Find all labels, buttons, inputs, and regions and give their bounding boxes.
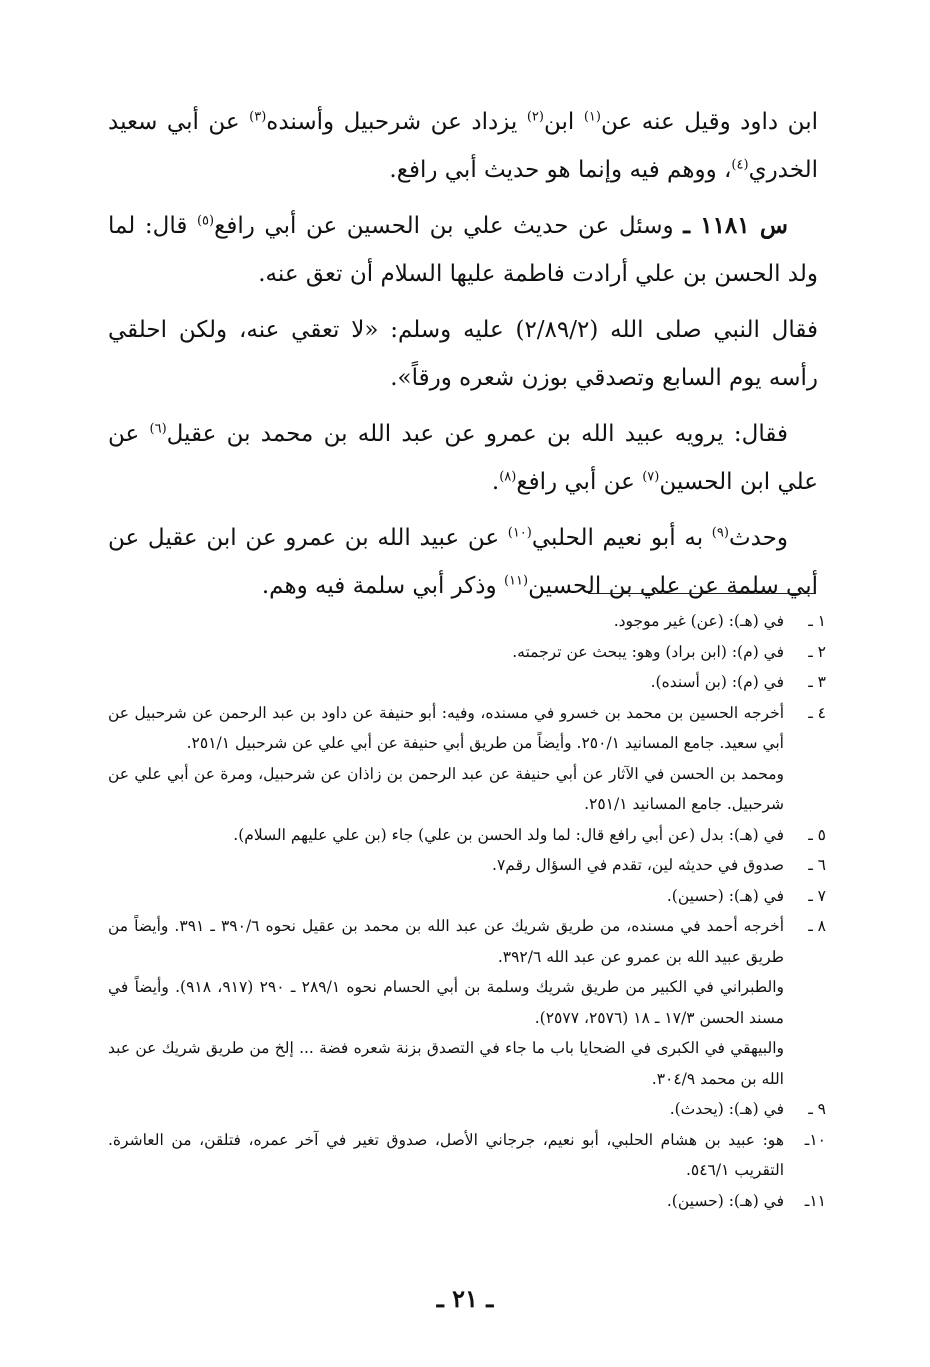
footnote-number: ٨ ـ — [808, 917, 826, 935]
footnote-number: ١١ـ — [804, 1191, 826, 1210]
footnote-ref-3[interactable]: (٣) — [249, 109, 267, 125]
paragraph-4: فقال: يرويه عبيد الله بن عمرو عن عبد الله بن محمد بن عقيل$^{(٦)}$ عن علي ابن الحسين$^{(٧)}$ عن أبي رافع$^{(٨)}$. — [108, 421, 818, 495]
footnote-item — [108, 881, 826, 912]
footnote-number: ٤ ـ — [808, 703, 826, 722]
footnote-text — [108, 1186, 784, 1217]
footnotes — [108, 606, 826, 1216]
footnote-item — [108, 667, 826, 698]
footnote-separator — [588, 593, 816, 594]
footnote-ref-11[interactable]: (١١) — [503, 573, 529, 589]
footnote-text — [108, 667, 784, 698]
footnote-ref-9[interactable]: (٩) — [711, 525, 729, 541]
footnote-ref-10[interactable]: (١٠) — [507, 525, 532, 541]
footnote-line: والطبراني في الكبير من طريق شريك وسلمة بن أبي الحسام نحوه ٢٨٩/١ ـ ٢٩٠ (٩١٧، ٩١٨). وأيضاً في مسند الحسن ١٧/٣ ـ ١٨ (٢٥٧٦، ٢٥٧٧). — [108, 978, 784, 1027]
footnote-line: في (م): (بن أسنده). — [650, 673, 784, 691]
footnote-text — [108, 1125, 784, 1186]
footnote-text — [108, 881, 784, 912]
footnote-number: ١٠ـ — [804, 1130, 826, 1149]
paragraph-5: وحدث$^{(٩)}$ به أبو نعيم الحلبي$^{(١٠)}$ عن عبيد الله بن عمرو عن ابن عقيل عن أبي سلمة عن علي بن الحسين$^{(١١)}$ وذكر أبي سلمة فيه وهم. — [108, 525, 818, 599]
footnote-item — [108, 1186, 826, 1217]
footnote-number: ٧ ـ — [808, 886, 826, 905]
footnote-line: أخرجه الحسين بن محمد بن خسرو في مسنده، وفيه: أبو حنيفة عن داود بن عبد الرحمن عن شرحبيل عن أبي سعيد. جامع المسانيد ٢٥٠/١. وأيضاً من طريق أبي حنيفة عن أبي علي عن شرحبيل ٢٥١/١. — [108, 703, 784, 752]
footnote-line: في (م): (ابن براد) وهو: يبحث عن ترجمته. — [512, 642, 784, 661]
paragraph-3: فقال النبي صلى الله (٢/٨٩/٢) عليه وسلم: «لا تعقي عنه، ولكن احلقي رأسه يوم السابع وتصدقي بوزن شعره ورقاً». — [108, 317, 818, 391]
footnote-text — [108, 820, 784, 851]
footnote-item — [108, 1094, 826, 1125]
footnote-line: ومحمد بن الحسن في الآثار عن أبي حنيفة عن عبد الرحمن بن زاذان عن شرحبيل، ومرة عن أبي علي عن شرحبيل. جامع المسانيد ٢٥١/١. — [108, 764, 784, 813]
footnote-ref-5[interactable]: (٥) — [196, 213, 215, 229]
footnote-number: ١ ـ — [808, 612, 826, 630]
footnote-line: هو: عبيد بن هشام الحلبي، أبو نعيم، جرجاني الأصل، صدوق تغير في آخر عمره، فتلقن، من العاشرة. التقريب ٥٤٦/١. — [108, 1130, 784, 1179]
footnote-item — [108, 820, 826, 851]
footnote-text — [108, 850, 784, 881]
footnote-line: في (هـ): (حسين). — [666, 886, 784, 905]
footnote-line: في (هـ): (حسين). — [666, 1191, 784, 1210]
footnote-ref-4[interactable]: (٤) — [731, 157, 749, 173]
footnote-number: ٣ ـ — [808, 673, 826, 691]
footnote-text — [108, 698, 784, 820]
footnote-text — [108, 911, 784, 1094]
footnote-item — [108, 606, 826, 637]
footnote-line: في (هـ): بدل (عن أبي رافع قال: لما ولد الحسن بن علي) جاء (بن علي عليهم السلام). — [233, 825, 784, 844]
footnote-line: في (هـ): (عن) غير موجود. — [613, 612, 784, 630]
footnote-text — [108, 1094, 784, 1125]
footnote-line: صدوق في حديثه لين، تقدم في السؤال رقم٧. — [492, 856, 784, 874]
footnote-item — [108, 911, 826, 1094]
footnote-number: ٩ ـ — [808, 1100, 826, 1118]
footnote-item — [108, 850, 826, 881]
footnote-ref-8[interactable]: (٨) — [499, 469, 517, 485]
footnote-ref-1[interactable]: (١) — [583, 109, 601, 125]
footnote-ref-7[interactable]: (٧) — [642, 469, 660, 485]
footnote-ref-2[interactable]: (٢) — [526, 109, 544, 125]
footnote-number: ٥ ـ — [808, 825, 826, 844]
paragraph-2: س ١١٨١ ـ وسئل عن حديث علي بن الحسين عن أبي رافع$^{(٥)}$ قال: لما ولد الحسن بن علي أرادت فاطمة عليها السلام أن تعق عنه. — [108, 212, 818, 287]
footnote-number: ٢ ـ — [808, 642, 826, 661]
footnote-item — [108, 698, 826, 820]
paragraph-1: ابن داود وقيل عنه عن$^{(١)}$ ابن$^{(٢)}$ يزداد عن شرحبيل وأسنده$^{(٣)}$ عن أبي سعيد الخدري$^{(٤)}$، ووهم فيه وإنما هو حديث أبي رافع. — [108, 109, 818, 183]
footnote-number: ٦ ـ — [808, 856, 826, 874]
footnote-line: أخرجه أحمد في مسنده، من طريق شريك عن عبد الله بن محمد بن عقيل نحوه ٣٩٠/٦ ـ ٣٩١. وأيضاً من طريق عبيد الله بن عمرو عن عبد الله ٣٩٢/٦. — [108, 917, 784, 966]
footnote-ref-6[interactable]: (٦) — [149, 421, 167, 437]
footnote-text — [108, 637, 784, 668]
footnote-item — [108, 637, 826, 668]
page-number: ـ ٢١ ـ — [436, 1284, 494, 1313]
footnote-line: والبيهقي في الكبرى في الضحايا باب ما جاء في التصدق بزنة شعره فضة ... إلخ من طريق شريك عن عبد الله بن محمد ٣٠٤/٩. — [108, 1039, 784, 1088]
main-text — [108, 98, 818, 618]
footnote-item — [108, 1125, 826, 1186]
footnote-line: في (هـ): (يحدث). — [669, 1100, 784, 1118]
footnote-text — [108, 606, 784, 637]
question-number: س ١١٨١ ـ — [683, 212, 788, 239]
